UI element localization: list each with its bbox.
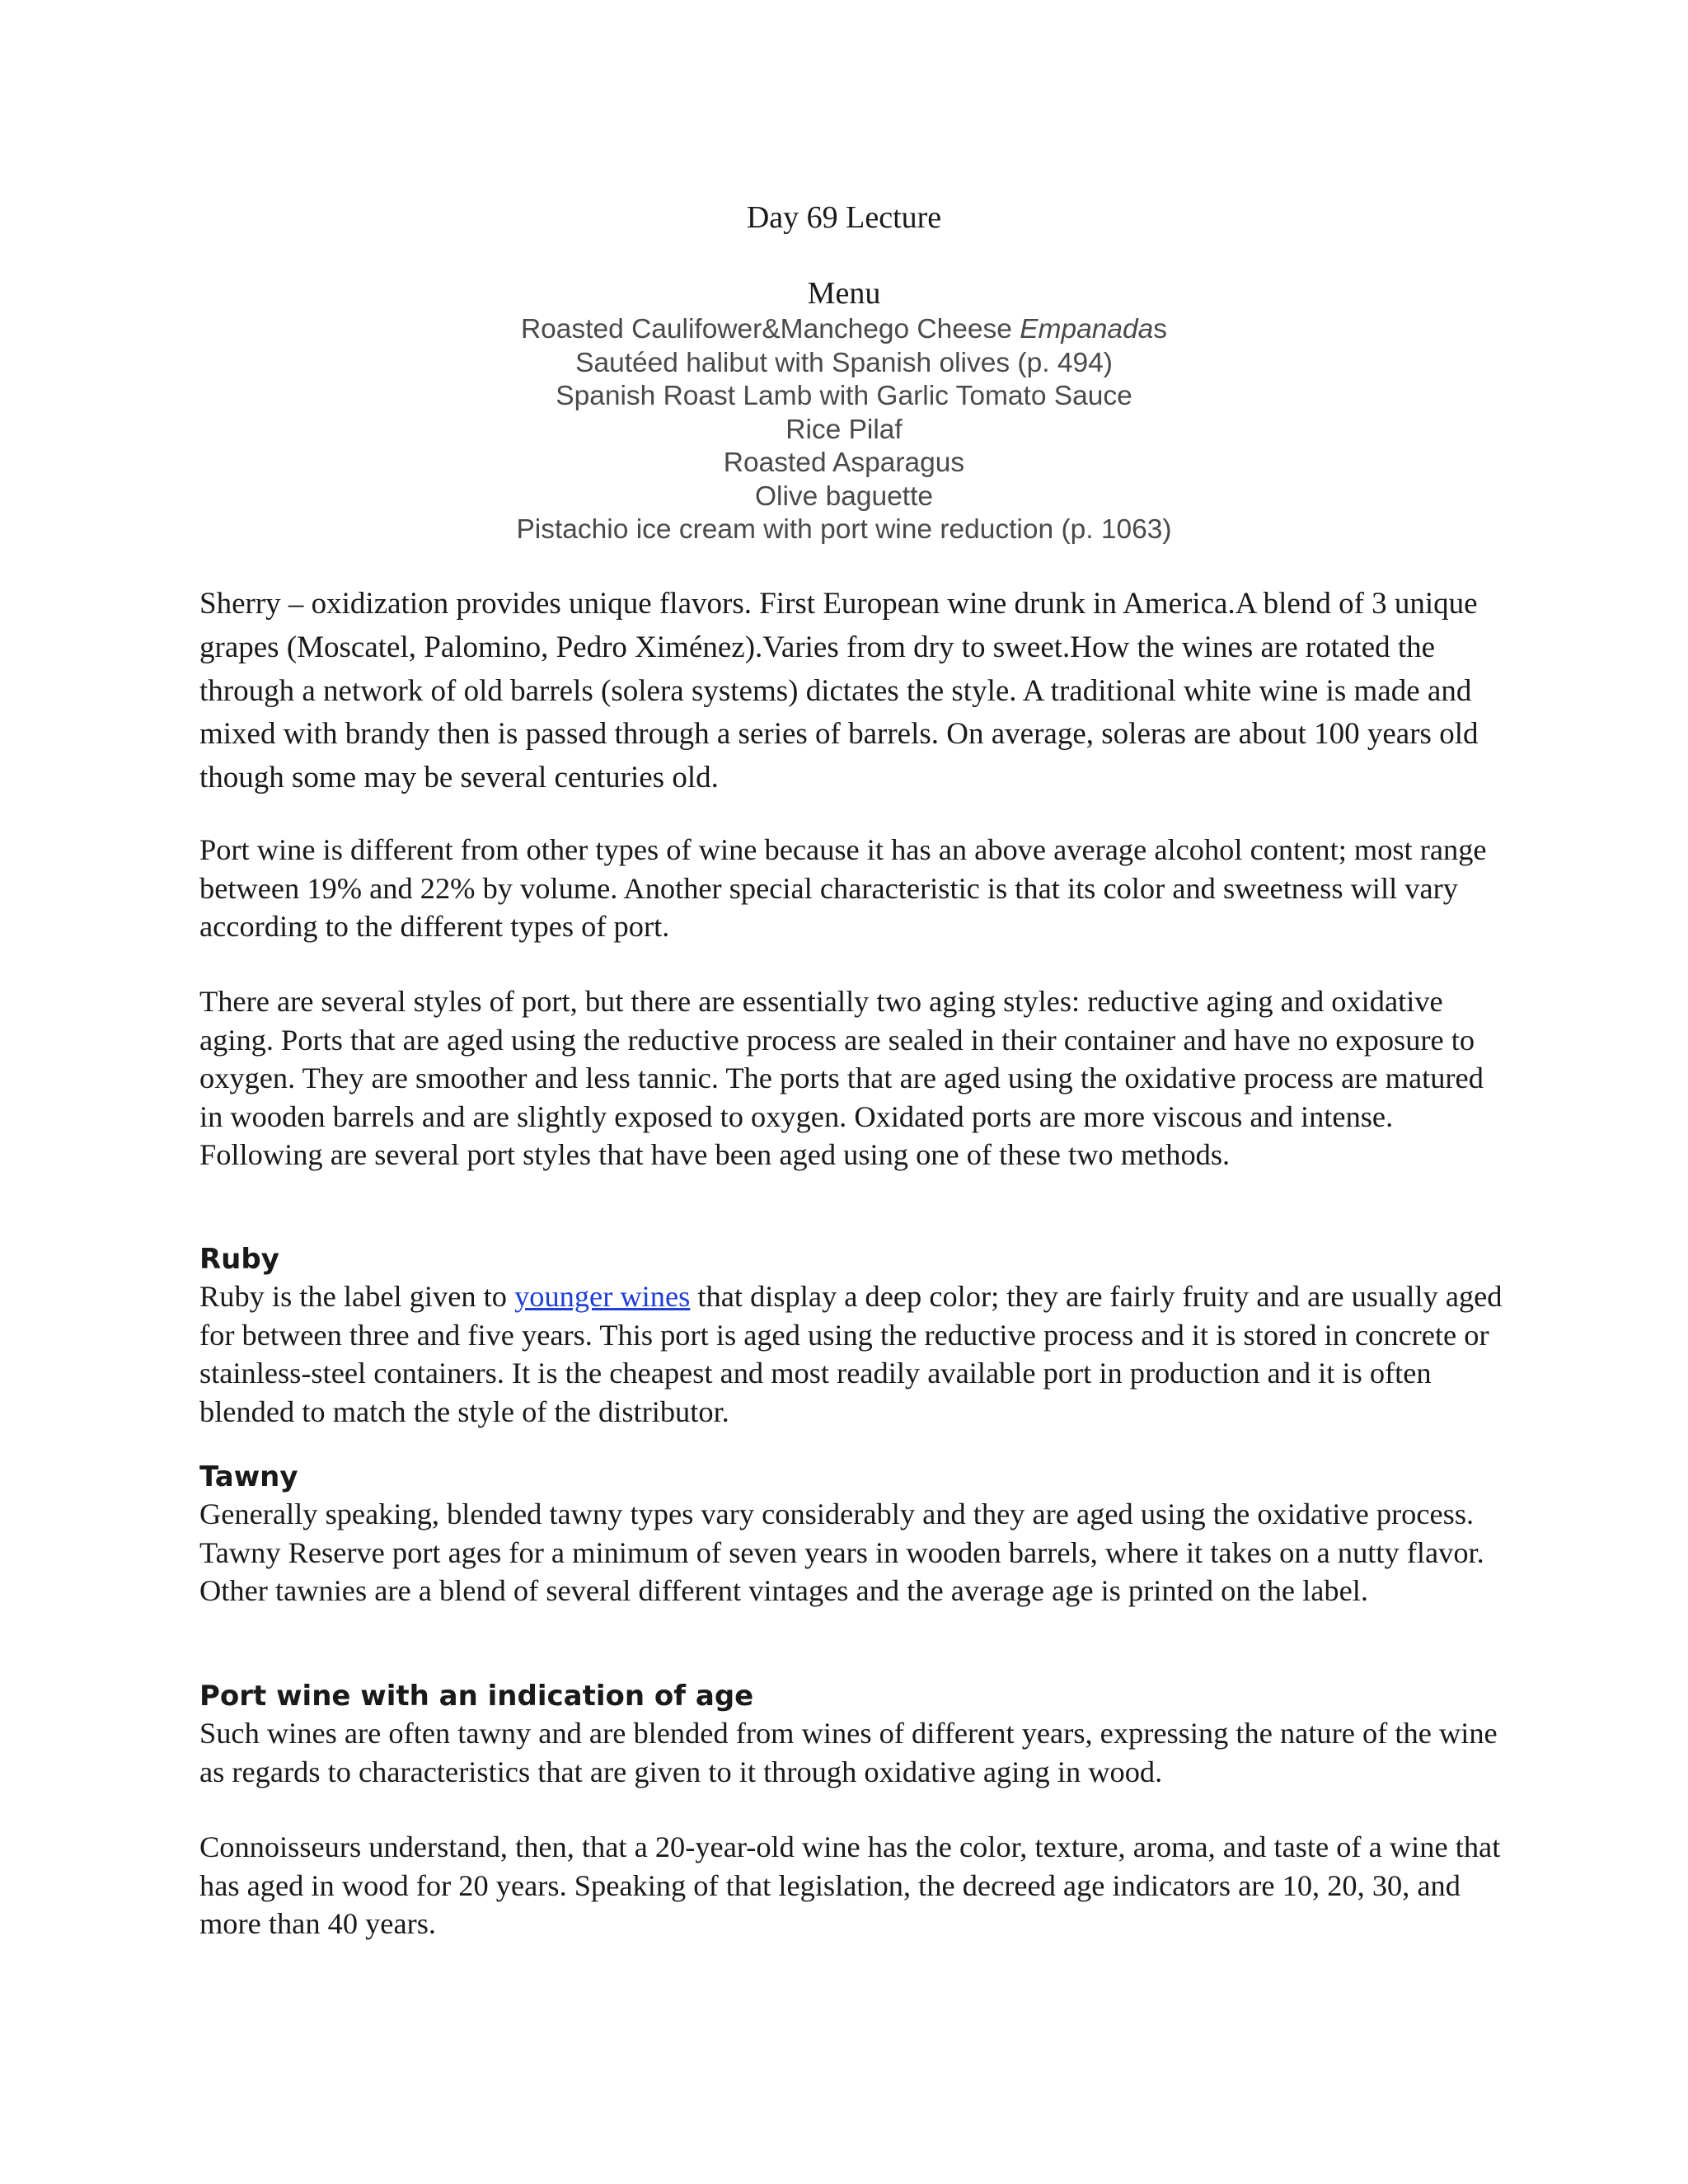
menu-item: Olive baguette (754, 480, 934, 512)
age-indication-paragraph: Such wines are often tawny and are blended from wines of different years, expressing the nature of the wine as regards to characteristics that are given to it through oxidative aging in wood. (199, 1717, 1498, 1788)
menu-item-italic: Empanada (1020, 314, 1154, 344)
menu-item: Spanish Roast Lamb with Garlic Tomato Sauce (556, 381, 1132, 411)
menu-item-suffix: s (1153, 314, 1167, 344)
ruby-paragraph (199, 1277, 1510, 1431)
menu-item: Sautéed halibut with Spanish olives (p. 494) (575, 347, 1113, 378)
port-styles-paragraph: There are several styles of port, but there are essentially two aging styles: reductive aging and oxidative aging. Ports that are aged using the reductive process are sealed in their container and have no exposure to oxygen. They are smoother and less tannic. The ports that are aged using the oxidative process are matured in wooden barrels and are slightly exposed to oxygen. Oxidated ports are more viscous and intense. Following are several port styles that have been aged using one of these two methods. (199, 985, 1484, 1171)
sherry-paragraph: Sherry – oxidization provides unique flavors. First European wine drunk in America.A blend of 3 unique grapes (Moscatel, Palomino, Pedro Ximénez).Varies from dry to sweet.How the wines are rotated the through a network of old barrels (solera systems) dictates the style. A traditional white wine is made and mixed with brandy then is passed through a series of barrels. On average, soleras are about 100 years old though some may be several centuries old. (199, 587, 1479, 795)
younger-wines-link[interactable]: younger wines (514, 1280, 691, 1313)
menu-item: Roasted Asparagus (723, 448, 965, 478)
port-paragraph: Port wine is different from other types of wine because it has an above average alcohol content; most range between 19% and 22% by volume. Another special characteristic is that its color and sweetness will vary according to the different types of port. (199, 833, 1487, 943)
page-title: Day 69 Lecture (746, 200, 942, 235)
menu-item-text: Roasted Caulifower&Manchego Cheese (520, 314, 1020, 344)
menu-item: Rice Pilaf (785, 414, 903, 445)
ruby-text-before: Ruby is the label given to (199, 1280, 515, 1313)
tawny-heading: Tawny (199, 1460, 298, 1493)
menu-list (0, 313, 1688, 547)
tawny-paragraph: Generally speaking, blended tawny types vary considerably and they are aged using the oxidative process. Tawny Reserve port ages for a minimum of seven years in wooden barrels, where it takes on a nutty flavor. Other tawnies are a blend of several different vintages and the average age is printed on the label. (199, 1497, 1484, 1607)
ruby-text-after: that display a deep color; they are fairly fruity and are usually aged for between three and five years. This port is aged using the reductive process and it is stored in concrete or stainless-steel containers. It is the cheapest and most readily available port in production and it is often blended to match the style of the distributor. (199, 1280, 1503, 1428)
connoisseurs-paragraph: Connoisseurs understand, then, that a 20-year-old wine has the color, texture, aroma, and taste of a wine that has aged in wood for 20 years. Speaking of that legislation, the decreed age indicators are 10, 20, 30, and more than 40 years. (199, 1830, 1501, 1940)
menu-heading: Menu (807, 276, 881, 311)
menu-item: Pistachio ice cream with port wine reduction (p. 1063) (516, 514, 1172, 545)
age-indication-heading: Port wine with an indication of age (199, 1680, 754, 1713)
ruby-heading: Ruby (199, 1243, 279, 1276)
menu-item (0, 313, 1688, 347)
